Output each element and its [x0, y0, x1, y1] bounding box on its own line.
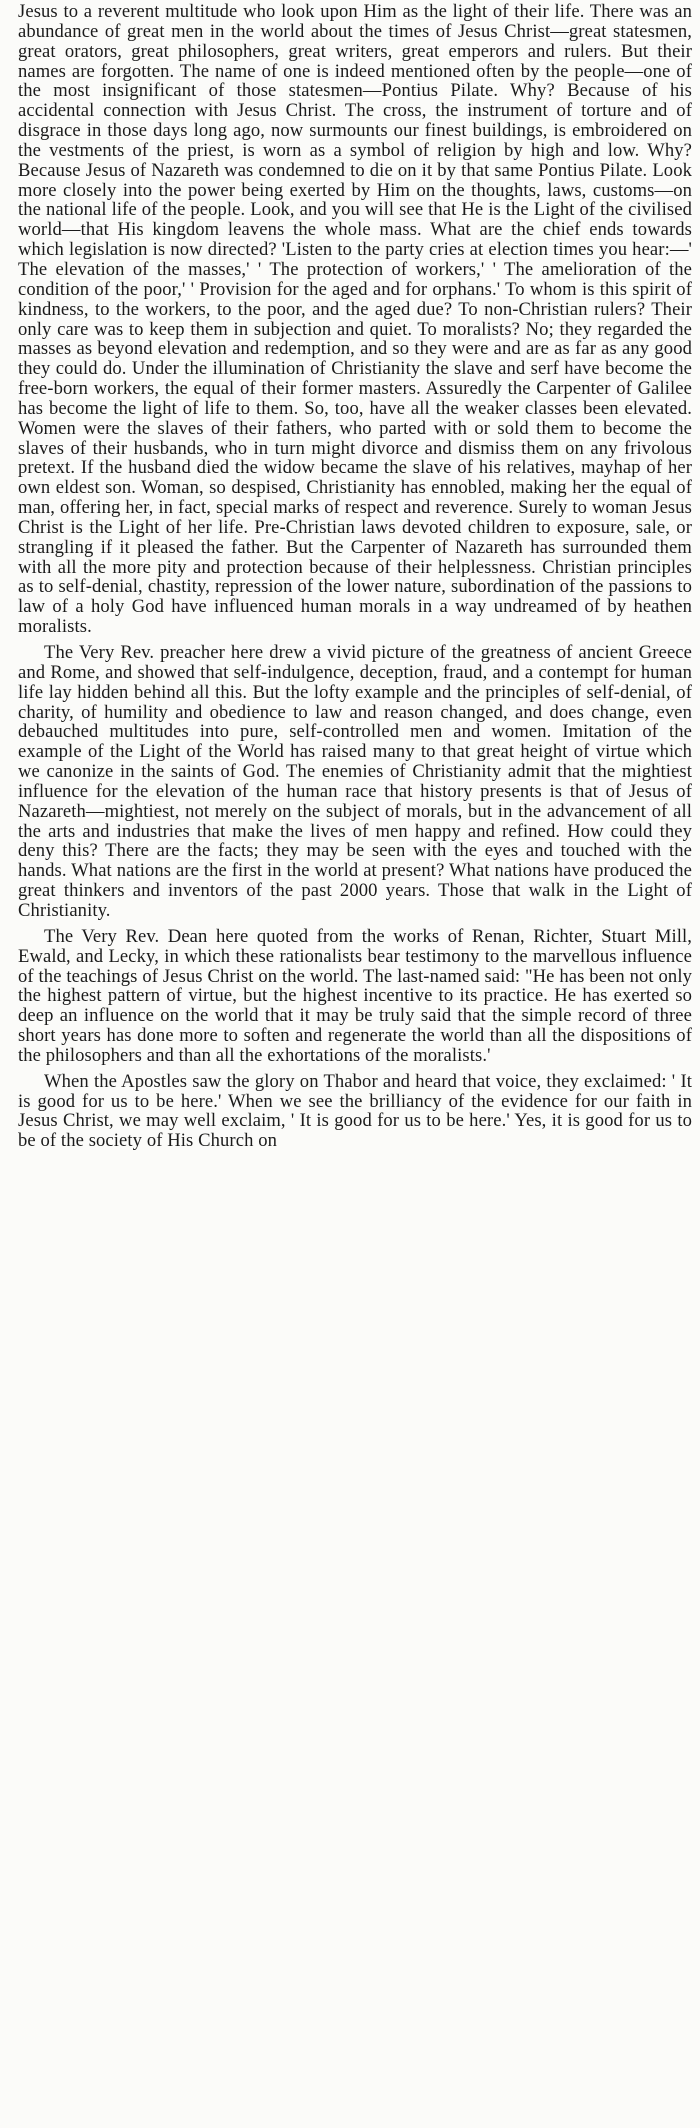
- paragraph-2: The Very Rev. preacher here drew a vivid picture of the greatness of ancient Greece and Rome, and showed that self-indulgence, deception, fraud, and a contempt for human life lay hidden behind all this. But the lofty example and the principles of self-denial, of charity, of humility and obedience to law and reason changed, and does change, even debauched multitudes into pure, self-controlled men and women. Imitation of the example of the Light of the World has raised many to that great height of virtue which we canonize in the saints of God. The enemies of Christianity admit that the mightiest influence for the elevation of the human race that history presents is that of Jesus of Nazareth—mightiest, not merely on the subject of morals, but in the advancement of all the arts and industries that make the lives of men happy and refined. How could they deny this? There are the facts; they may be seen with the eyes and touched with the hands. What nations are the first in the world at present? What nations have produced the great thinkers and inventors of the past 2000 years. Those that walk in the Light of Christianity.: [18, 642, 692, 921]
- article-column: [18, 2, 692, 1151]
- paragraph-3: The Very Rev. Dean here quoted from the works of Renan, Richter, Stuart Mill, Ewald, and Lecky, in which these rationalists bear testimony to the marvellous influence of the teachings of Jesus Christ on the world. The last-named said: "He has been not only the highest pattern of virtue, but the highest incentive to its practice. He has exerted so deep an influence on the world that it may be truly said that the simple record of three short years has done more to soften and regenerate the world than all the dispositions of the philosophers and than all the exhortations of the moralists.': [18, 925, 692, 1066]
- paragraph-4: When the Apostles saw the glory on Thabor and heard that voice, they exclaimed: ' It is good for us to be here.' When we see the brilliancy of the evidence for our faith in Jesus Christ, we may well exclaim, ' It is good for us to be here.' Yes, it is good for us to be of the society of His Church on: [18, 1070, 692, 1152]
- paragraph-1: Jesus to a reverent multitude who look upon Him as the light of their life. There was an abundance of great men in the world about the times of Jesus Christ—great statesmen, great orators, great philosophers, great writers, great emperors and rulers. But their names are forgotten. The name of one is indeed mentioned often by the people—one of the most insignificant of those statesmen—Pontius Pilate. Why? Because of his accidental connection with Jesus Christ. The cross, the instrument of torture and of disgrace in those days long ago, now surmounts our finest buildings, is embroidered on the vestments of the priest, is worn as a symbol of religion by high and low. Why? Because Jesus of Nazareth was condemned to die on it by that same Pontius Pilate. Look more closely into the power being exerted by Him on the thoughts, laws, customs—on the national life of the people. Look, and you will see that He is the Light of the civilised world—that His kingdom leavens the whole mass. What are the chief ends towards which legislation is now directed? 'Listen to the party cries at election times you hear:—' The elevation of the masses,' ' The protection of workers,' ' The amelioration of the condition of the poor,' ' Provision for the aged and for orphans.' To whom is this spirit of kindness, to the workers, to the poor, and the aged due? To non-Christian rulers? Their only care was to keep them in subjection and quiet. To moralists? No; they regarded the masses as beyond elevation and redemption, and so they were and are as far as any good they could do. Under the illumination of Christianity the slave and serf have become the free-born workers, the equal of their former masters. Assuredly the Carpenter of Galilee has become the light of life to them. So, too, have all the weaker classes been elevated. Women were the slaves of their fathers, who parted with or sold them to become the slaves of their husbands, who in turn might divorce and dismiss them on any frivolous pretext. If the husband died the widow became the slave of his relatives, mayhap of her own eldest son. Woman, so despised, Christianity has ennobled, making her the equal of man, offering her, in fact, special marks of respect and reverence. Surely to woman Jesus Christ is the Light of her life. Pre-Christian laws devoted children to exposure, sale, or strangling if it pleased the father. But the Carpenter of Nazareth has surrounded them with all the more pity and protection because of their helplessness. Christian principles as to self-denial, chastity, repression of the lower nature, subordination of the passions to law of a holy God have influenced human morals in a way undreamed of by heathen moralists.: [18, 1, 692, 638]
